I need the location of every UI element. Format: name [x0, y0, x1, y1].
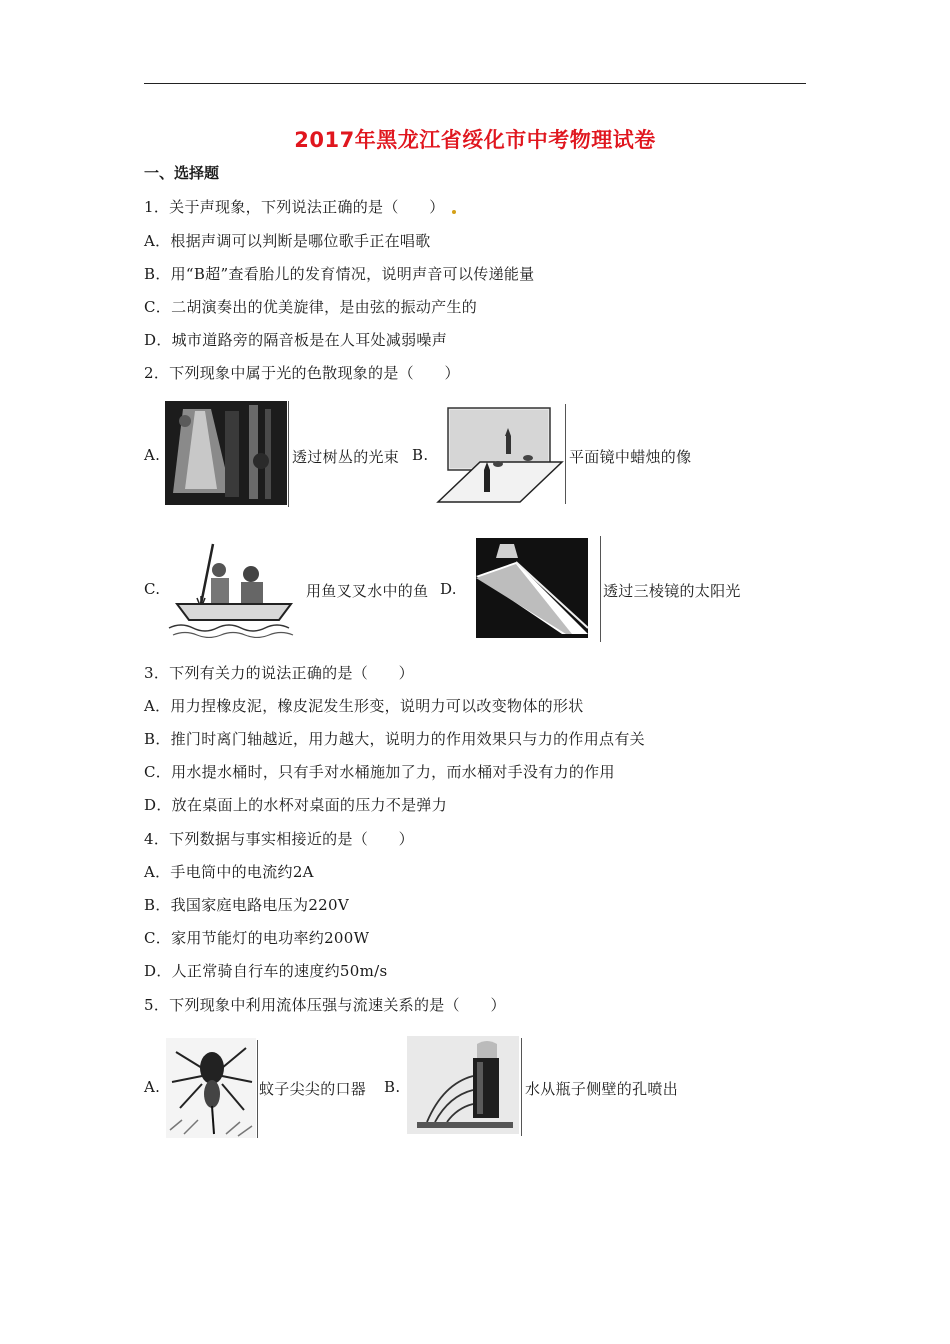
mosquito-image: [166, 1038, 256, 1138]
prism-sunlight-image: [476, 538, 588, 638]
q5-option-b-text: 水从瓶子侧壁的孔喷出: [525, 1080, 679, 1098]
image-divider: [600, 536, 601, 642]
q1-option-d: D．城市道路旁的隔音板是在人耳处减弱噪声: [144, 331, 448, 349]
q4-option-d: D．人正常骑自行车的速度约50m/s: [144, 962, 388, 980]
yellow-dot-mark: [452, 210, 456, 214]
q5-option-b-label: B.: [384, 1078, 401, 1096]
q4-option-a: A．手电筒中的电流约2A: [144, 863, 314, 881]
header-rule: [144, 83, 806, 84]
q5-stem: 5．下列现象中利用流体压强与流速关系的是（ ）: [144, 996, 506, 1014]
mirror-candle-image: [436, 404, 564, 506]
q3-option-a: A．用力捏橡皮泥，橡皮泥发生形变，说明力可以改变物体的形状: [144, 697, 584, 715]
q1-stem: 1．关于声现象，下列说法正确的是（ ）: [144, 198, 445, 216]
q4-option-b: B．我国家庭电路电压为220V: [144, 896, 349, 914]
q2-option-d-label: D.: [440, 580, 457, 598]
page-title: 2017年黑龙江省绥化市中考物理试卷: [294, 128, 656, 152]
q2-stem: 2．下列现象中属于光的色散现象的是（ ）: [144, 364, 460, 382]
q1-option-b: B．用“B超”查看胎儿的发育情况，说明声音可以传递能量: [144, 265, 535, 283]
q4-stem: 4．下列数据与事实相接近的是（ ）: [144, 830, 414, 848]
q2-option-c-label: C.: [144, 580, 161, 598]
q3-option-b: B．推门时离门轴越近，用力越大，说明力的作用效果只与力的作用点有关: [144, 730, 645, 748]
q4-option-c: C．家用节能灯的电功率约200W: [144, 929, 370, 947]
q5-option-a-label: A.: [144, 1078, 161, 1096]
q5-option-a-text: 蚊子尖尖的口器: [259, 1080, 367, 1098]
image-divider: [257, 1040, 258, 1138]
q2-option-a-label: A.: [144, 446, 161, 464]
q2-option-d-text: 透过三棱镜的太阳光: [603, 582, 741, 600]
q1-option-a: A．根据声调可以判断是哪位歌手正在唱歌: [144, 232, 431, 250]
q2-option-a-text: 透过树丛的光束: [292, 448, 400, 466]
q3-stem: 3．下列有关力的说法正确的是（ ）: [144, 664, 414, 682]
forest-light-image: [165, 401, 287, 505]
q3-option-c: C．用水提水桶时，只有手对水桶施加了力，而水桶对手没有力的作用: [144, 763, 615, 781]
image-divider: [288, 401, 289, 507]
q1-option-c: C．二胡演奏出的优美旋律，是由弦的振动产生的: [144, 298, 478, 316]
section-heading: 一、选择题: [144, 164, 220, 182]
q3-option-d: D．放在桌面上的水杯对桌面的压力不是弹力: [144, 796, 448, 814]
image-divider: [521, 1038, 522, 1136]
boat-fishing-image: [167, 542, 301, 638]
q2-option-b-label: B.: [412, 446, 429, 464]
q2-option-c-text: 用鱼叉叉水中的鱼: [306, 582, 429, 600]
image-divider: [565, 404, 566, 504]
q2-option-b-text: 平面镜中蜡烛的像: [569, 448, 692, 466]
bottle-water-jet-image: [407, 1036, 519, 1134]
